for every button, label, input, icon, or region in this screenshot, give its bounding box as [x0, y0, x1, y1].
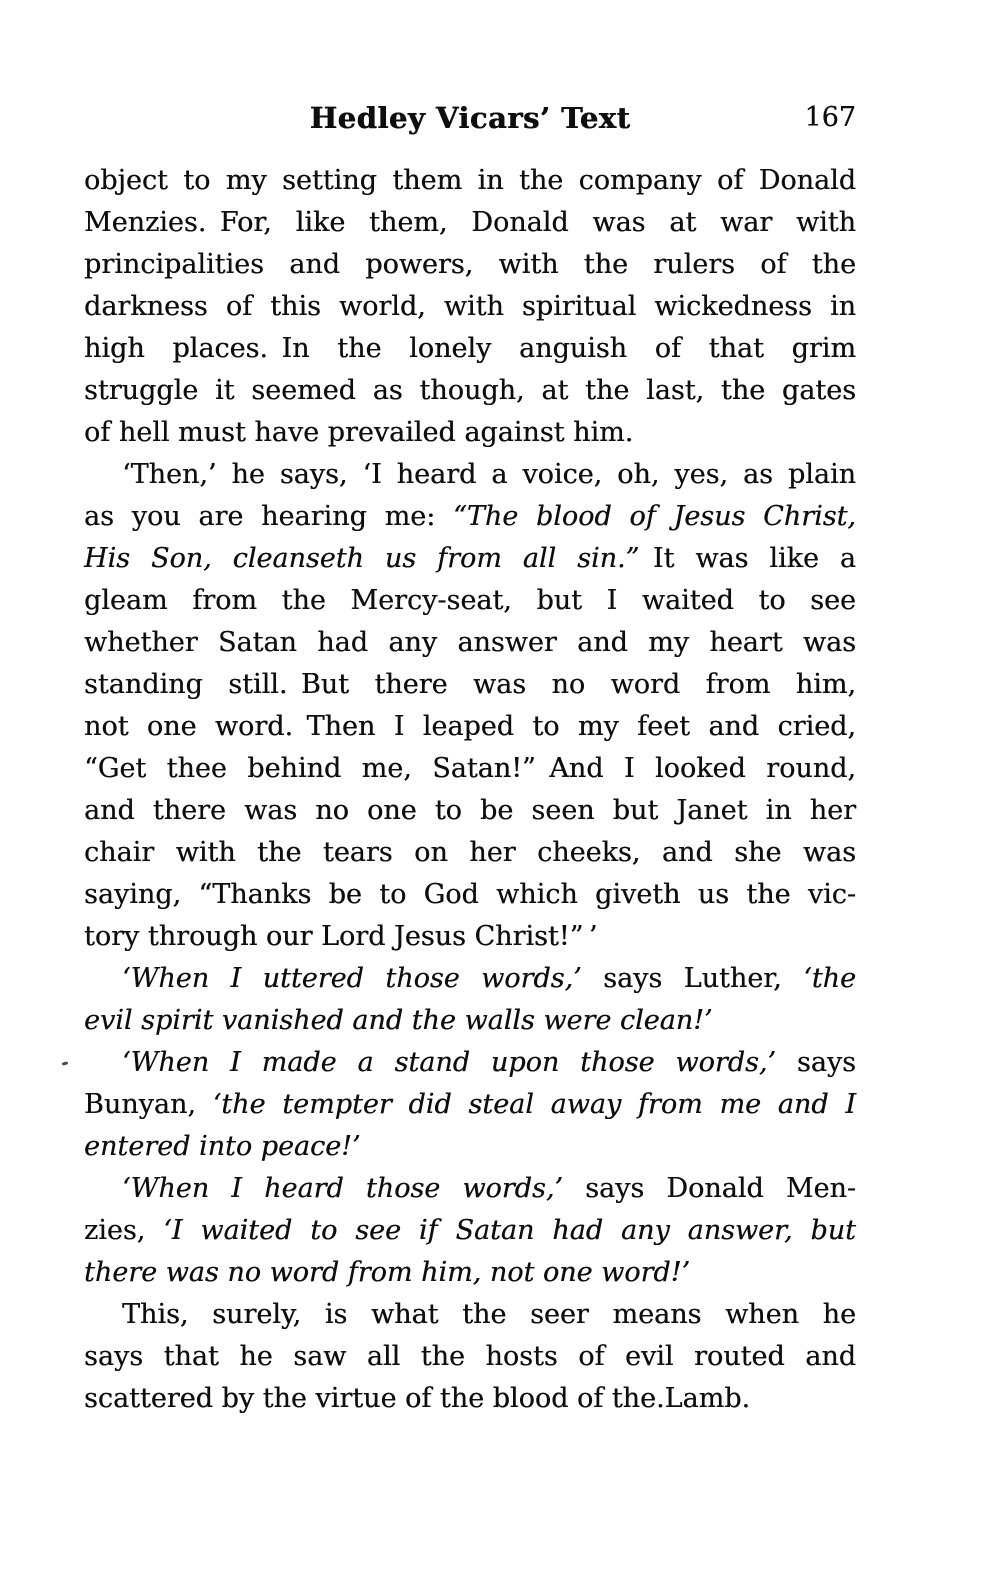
text-run: says	[776, 1047, 856, 1078]
page-header-title: Hedley Vicars’ Text	[309, 101, 631, 135]
page-number: 167	[804, 102, 856, 133]
text-run: Bunyan,	[84, 1089, 213, 1120]
text-line	[84, 1336, 856, 1378]
text-run: not one word. Then I leaped to my feet and cried,	[84, 711, 856, 742]
text-line	[84, 874, 856, 916]
text-line	[84, 1042, 856, 1084]
text-run: says Donald Men-	[562, 1173, 856, 1204]
text-line	[84, 622, 856, 664]
text-run: of hell must have prevailed against him.	[84, 417, 634, 448]
text-run: tory through our Lord Jesus Christ!” ’	[84, 921, 598, 952]
text-run: ‘Then,’ he says, ‘I heard a voice, oh, yes, as plain	[122, 459, 856, 490]
text-line	[84, 286, 856, 328]
text-run: chair with the tears on her cheeks, and she was	[84, 837, 856, 868]
text-run: evil spirit vanished and the walls were clean!’	[84, 1005, 713, 1036]
text-line	[84, 1210, 856, 1252]
text-line	[84, 370, 856, 412]
text-run: whether Satan had any answer and my heart was	[84, 627, 856, 658]
text-run: object to my setting them in the company of Donald	[84, 165, 856, 196]
text-run: principalities and powers, with the rulers of the	[84, 249, 856, 280]
text-run: saying, “Thanks be to God which giveth us the vic-	[84, 879, 856, 910]
text-run: Menzies. For, like them, Donald was at war with	[84, 207, 856, 238]
text-line	[84, 1378, 856, 1420]
text-run: “The blood of Jesus Christ,	[453, 501, 856, 532]
page-text	[84, 160, 856, 1420]
text-line	[84, 1168, 856, 1210]
text-run: struggle it seemed as though, at the last, the gates	[84, 375, 856, 406]
text-line	[84, 706, 856, 748]
text-line	[84, 1000, 856, 1042]
text-line	[84, 244, 856, 286]
text-run: entered into peace!’	[84, 1131, 361, 1162]
text-run: This, surely, is what the seer means when he	[122, 1299, 856, 1330]
text-run: high places. In the lonely anguish of that grim	[84, 333, 856, 364]
text-run: says Luther,	[581, 963, 804, 994]
ink-speck-artifact	[62, 1061, 69, 1065]
text-line	[84, 160, 856, 202]
text-line	[84, 790, 856, 832]
text-line	[84, 1084, 856, 1126]
text-line	[84, 538, 856, 580]
text-run: zies,	[84, 1215, 164, 1246]
text-line	[84, 832, 856, 874]
text-run: as you are hearing me:	[84, 501, 454, 532]
text-run: standing still. But there was no word from him,	[84, 669, 856, 700]
text-run: ‘When I made a stand upon those words,’	[122, 1047, 776, 1078]
text-line	[84, 748, 856, 790]
text-line	[84, 454, 856, 496]
text-line	[84, 412, 856, 454]
text-run: there was no word from him, not one word!’	[84, 1257, 691, 1288]
text-run: gleam from the Mercy-seat, but I waited to see	[84, 585, 856, 616]
text-run: His Son, cleanseth us from all sin.”	[84, 543, 640, 574]
running-head	[84, 98, 856, 138]
text-line	[84, 496, 856, 538]
text-run: “Get thee behind me, Satan!” And I looked round,	[84, 753, 856, 784]
text-run: ‘the tempter did steal away from me and I	[212, 1089, 856, 1120]
text-line	[84, 328, 856, 370]
text-line	[84, 1294, 856, 1336]
text-run: ‘When I uttered those words,’	[122, 963, 582, 994]
text-line	[84, 202, 856, 244]
text-run: ‘When I heard those words,’	[122, 1173, 563, 1204]
text-line	[84, 1252, 856, 1294]
text-line	[84, 1126, 856, 1168]
text-line	[84, 958, 856, 1000]
text-run: scattered by the virtue of the blood of the.Lamb.	[84, 1383, 751, 1414]
text-run: says that he saw all the hosts of evil routed and	[84, 1341, 856, 1372]
text-run: darkness of this world, with spiritual wickedness in	[84, 291, 856, 322]
text-run: and there was no one to be seen but Janet in her	[84, 795, 856, 826]
text-run: It was like a	[639, 543, 856, 574]
text-line	[84, 916, 856, 958]
text-line	[84, 664, 856, 706]
text-run: ‘I waited to see if Satan had any answer, but	[163, 1215, 856, 1246]
text-line	[84, 580, 856, 622]
text-run: ‘the	[803, 963, 857, 994]
